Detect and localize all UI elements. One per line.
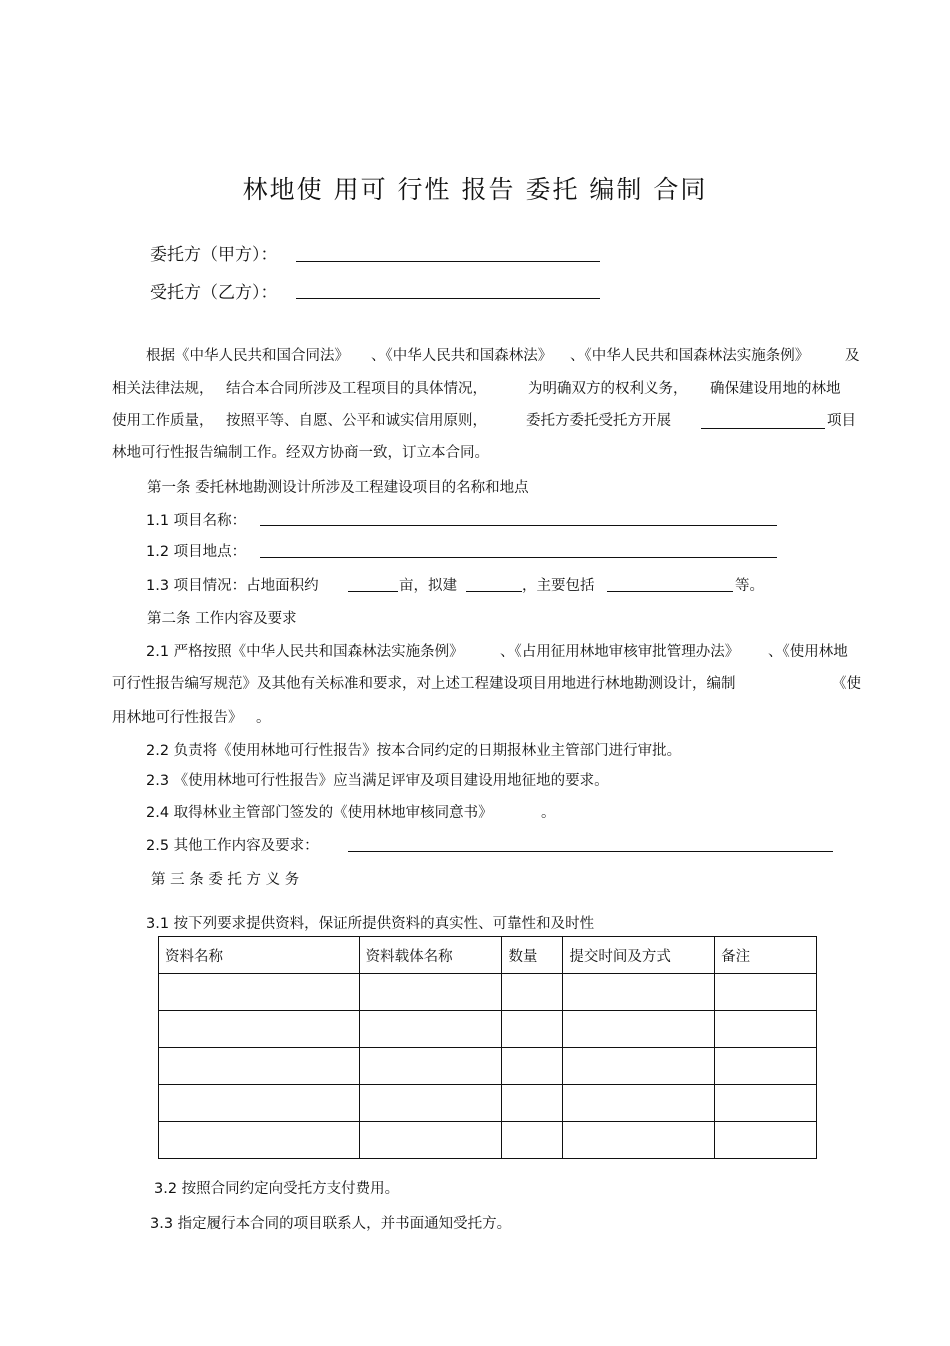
client-party-label: 委托方（甲方）：	[150, 245, 278, 265]
table-cell[interactable]	[563, 974, 715, 1011]
preamble-line3-d: 项目	[827, 413, 856, 429]
document-title: 林地使 用可 行性 报告 委托 编制 合同	[242, 175, 708, 204]
preamble-line3-c: 委托方委托受托方开展	[526, 413, 671, 429]
table-cell[interactable]	[502, 1085, 563, 1122]
table-row	[159, 1085, 817, 1122]
area-field[interactable]	[348, 591, 398, 592]
article2-item3: 2.3 《使用林地可行性报告》应当满足评审及项目建设用地征地的要求。	[146, 773, 609, 789]
article1-item3-b: 亩，拟建	[399, 578, 457, 594]
table-cell[interactable]	[159, 1011, 360, 1048]
table-header-cell: 数量	[502, 937, 563, 974]
article2-item1-line3-b: 。	[256, 710, 271, 726]
preamble-line2-a: 相关法律法规，	[112, 381, 214, 397]
article3-item2: 3.2 按照合同约定向受托方支付费用。	[154, 1181, 400, 1197]
table-header-row	[159, 937, 817, 974]
table-cell[interactable]	[563, 1011, 715, 1048]
table-header-cell: 资料载体名称	[359, 937, 502, 974]
table-cell[interactable]	[563, 1085, 715, 1122]
article1-item3-a: 1.3 项目情况：占地面积约	[146, 578, 319, 594]
article3-item1: 3.1 按下列要求提供资料，保证所提供资料的真实性、可靠性和及时性	[146, 916, 595, 932]
preamble-line3-b: 按照平等、自愿、公平和诚实信用原则，	[226, 413, 487, 429]
article2-item1-line3-a: 用林地可行性报告》	[112, 710, 243, 726]
table-cell[interactable]	[359, 1085, 502, 1122]
article2-item1-line2-b: 《使	[832, 676, 861, 692]
table-row	[159, 974, 817, 1011]
table-cell[interactable]	[715, 1011, 817, 1048]
article2-item5: 2.5 其他工作内容及要求：	[146, 838, 319, 854]
table-cell[interactable]	[502, 1122, 563, 1159]
article3-item3: 3.3 指定履行本合同的项目联系人，并书面通知受托方。	[150, 1216, 512, 1232]
table-row	[159, 1122, 817, 1159]
table-cell[interactable]	[159, 1048, 360, 1085]
article2-item4-b: 。	[541, 805, 556, 821]
article1-item2: 1.2 项目地点：	[146, 544, 247, 560]
table-cell[interactable]	[159, 1085, 360, 1122]
table-cell[interactable]	[159, 1122, 360, 1159]
materials-table	[158, 936, 817, 1159]
article2-item2: 2.2 负责将《使用林地可行性报告》按本合同约定的日期报林业主管部门进行审批。	[146, 743, 682, 759]
table-row	[159, 1011, 817, 1048]
preamble-line4: 林地可行性报告编制工作。经双方协商一致，订立本合同。	[112, 445, 489, 461]
project-name-blank[interactable]	[701, 428, 825, 429]
article2-item1-line2-a: 可行性报告编写规范》及其他有关标准和要求，对上述工程建设项目用地进行林地勘测设计，编制	[112, 676, 736, 692]
table-header-cell: 资料名称	[159, 937, 360, 974]
article2-heading: 第二条 工作内容及要求	[147, 611, 297, 627]
client-party-blank[interactable]	[296, 261, 600, 262]
table-cell[interactable]	[715, 1085, 817, 1122]
article3-heading: 第 三 条 委 托 方 义 务	[151, 872, 300, 888]
table-header-cell: 备注	[715, 937, 817, 974]
table-cell[interactable]	[502, 974, 563, 1011]
article2-item1-c: 、《使用林地	[768, 644, 848, 660]
article1-heading: 第一条 委托林地勘测设计所涉及工程建设项目的名称和地点	[147, 480, 529, 496]
table-cell[interactable]	[715, 1048, 817, 1085]
article1-item3-c: ，主要包括	[522, 578, 595, 594]
construction-field[interactable]	[466, 591, 522, 592]
contractor-party-label: 受托方（乙方）：	[150, 283, 278, 303]
table-cell[interactable]	[563, 1048, 715, 1085]
preamble-line1-a: 根据《中华人民共和国合同法》	[146, 348, 349, 364]
preamble-line1-c: 、《中华人民共和国森林法实施条例》	[570, 348, 810, 364]
table-cell[interactable]	[359, 1048, 502, 1085]
table-cell[interactable]	[563, 1122, 715, 1159]
main-includes-field[interactable]	[607, 591, 733, 592]
table-cell[interactable]	[715, 974, 817, 1011]
table-row	[159, 1048, 817, 1085]
table-cell[interactable]	[502, 1011, 563, 1048]
preamble-line3-a: 使用工作质量，	[112, 413, 214, 429]
preamble-line1-d: 及	[845, 348, 860, 364]
preamble-line2-d: 确保建设用地的林地	[710, 381, 841, 397]
article2-item1-b: 、《占用征用林地审核审批管理办法》	[500, 644, 740, 660]
table-header-cell: 提交时间及方式	[563, 937, 715, 974]
preamble-line1-b: 、《中华人民共和国森林法》	[371, 348, 553, 364]
project-name-field[interactable]	[260, 525, 777, 526]
table-cell[interactable]	[159, 974, 360, 1011]
table-cell[interactable]	[359, 974, 502, 1011]
article1-item1: 1.1 项目名称：	[146, 513, 247, 529]
table-cell[interactable]	[359, 1122, 502, 1159]
project-location-field[interactable]	[260, 557, 777, 558]
article2-item4-a: 2.4 取得林业主管部门签发的《使用林地审核同意书》	[146, 805, 493, 821]
contractor-party-blank[interactable]	[296, 298, 600, 299]
table-cell[interactable]	[359, 1011, 502, 1048]
other-requirements-field[interactable]	[348, 851, 833, 852]
article2-item1-a: 2.1 严格按照《中华人民共和国森林法实施条例》	[146, 644, 464, 660]
table-cell[interactable]	[715, 1122, 817, 1159]
article1-item3-d: 等。	[735, 578, 764, 594]
preamble-line2-c: 为明确双方的权利义务，	[528, 381, 688, 397]
preamble-line2-b: 结合本合同所涉及工程项目的具体情况，	[226, 381, 487, 397]
table-cell[interactable]	[502, 1048, 563, 1085]
